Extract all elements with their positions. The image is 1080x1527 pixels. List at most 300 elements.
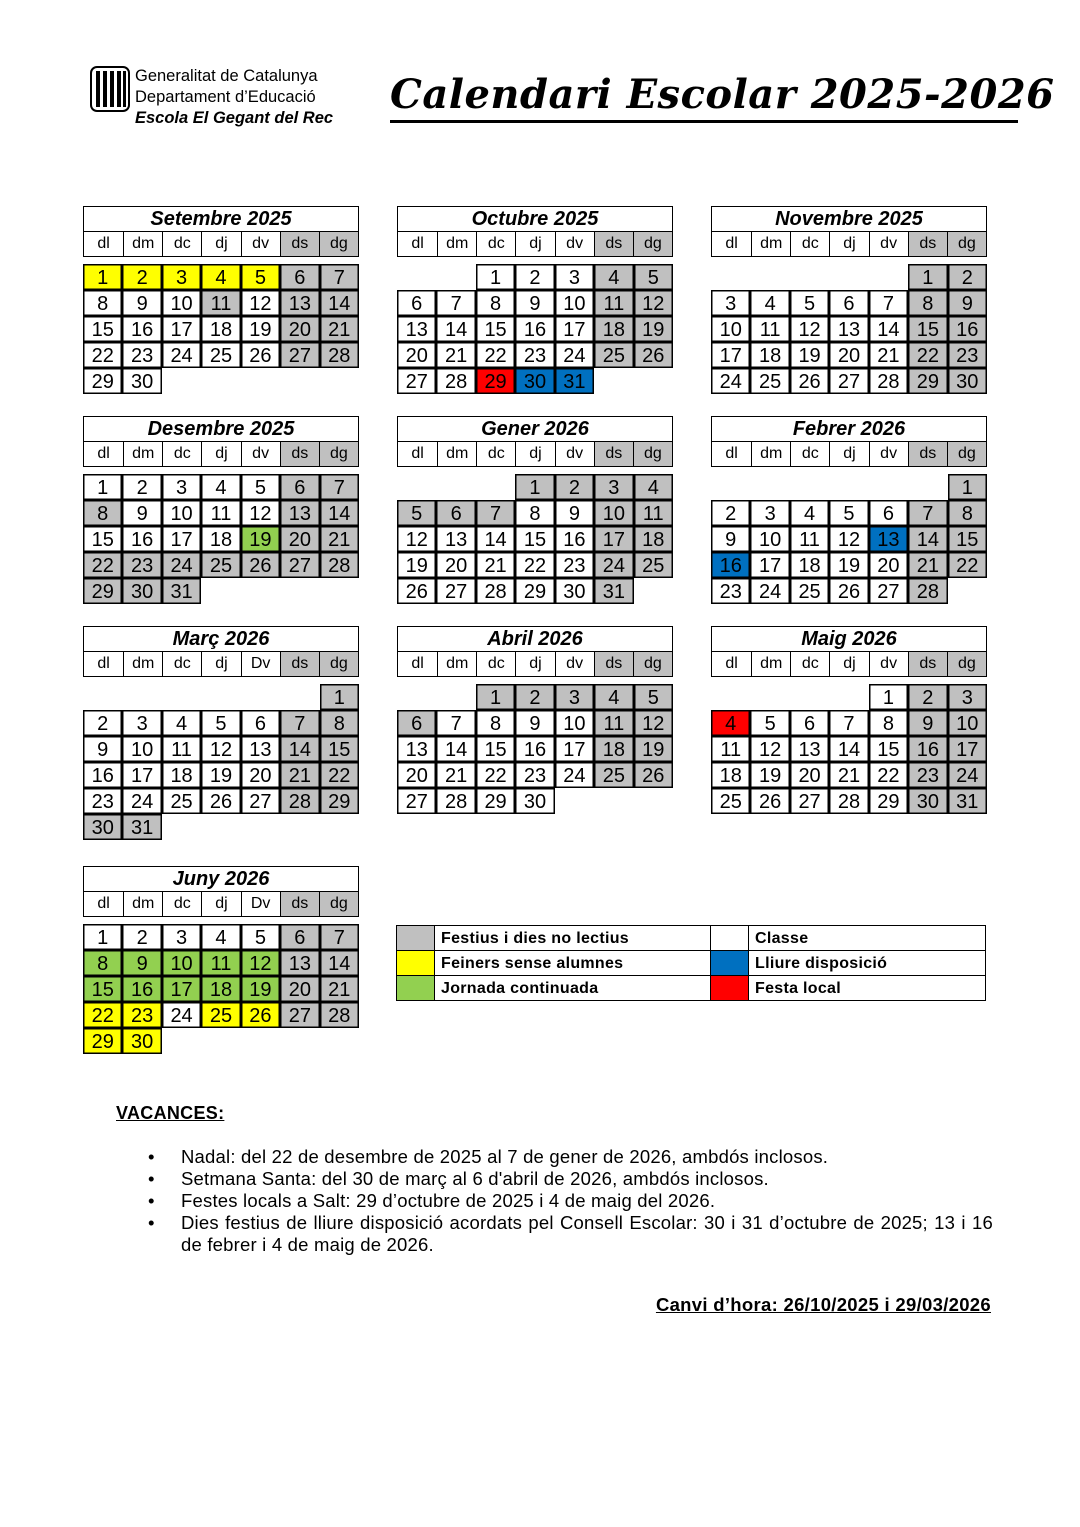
day-cell: 25 xyxy=(594,342,633,368)
empty-cell xyxy=(122,684,161,710)
weekday-label: dj xyxy=(201,652,240,676)
month-calendar xyxy=(711,206,987,394)
day-cell: 18 xyxy=(711,762,750,788)
day-cell: 6 xyxy=(280,264,319,290)
day-cell: 11 xyxy=(162,736,201,762)
weekday-label: dj xyxy=(515,442,554,466)
vacances-list xyxy=(148,1146,993,1256)
day-cell: 10 xyxy=(711,316,750,342)
day-cell: 7 xyxy=(320,474,359,500)
day-cell: 30 xyxy=(908,788,947,814)
day-cell: 26 xyxy=(241,342,280,368)
weekday-label: dv xyxy=(869,442,908,466)
day-cell: 12 xyxy=(829,526,868,552)
day-cell: 14 xyxy=(436,736,475,762)
day-cell: 11 xyxy=(594,710,633,736)
day-cell: 13 xyxy=(790,736,829,762)
day-cell: 18 xyxy=(201,526,240,552)
empty-cell xyxy=(829,684,868,710)
weekday-label: ds xyxy=(280,892,319,916)
legend-label-festius: Festius i dies no lectius xyxy=(435,926,711,951)
day-cell: 30 xyxy=(555,578,594,604)
day-cell: 7 xyxy=(476,500,515,526)
weekday-label: dm xyxy=(751,442,790,466)
day-cell: 7 xyxy=(869,290,908,316)
day-cell: 4 xyxy=(711,710,750,736)
empty-cell xyxy=(711,474,750,500)
weekday-label: ds xyxy=(594,232,633,256)
day-cell: 22 xyxy=(83,552,122,578)
day-cell: 1 xyxy=(320,684,359,710)
day-cell: 15 xyxy=(83,976,122,1002)
empty-cell xyxy=(397,474,436,500)
month-title: Desembre 2025 xyxy=(83,416,359,441)
day-grid xyxy=(397,264,673,394)
day-cell: 5 xyxy=(790,290,829,316)
weekday-label: dg xyxy=(319,442,358,466)
legend-swatch-festius xyxy=(397,926,435,951)
empty-cell xyxy=(711,264,750,290)
weekday-label: dm xyxy=(123,442,162,466)
day-cell: 26 xyxy=(241,1002,280,1028)
day-cell: 19 xyxy=(241,526,280,552)
day-cell: 16 xyxy=(122,316,161,342)
day-cell: 21 xyxy=(436,342,475,368)
day-cell: 20 xyxy=(436,552,475,578)
weekday-label: dl xyxy=(725,655,738,672)
day-cell: 13 xyxy=(397,316,436,342)
day-cell: 16 xyxy=(908,736,947,762)
day-cell: 21 xyxy=(436,762,475,788)
weekday-label: dj xyxy=(515,652,554,676)
day-grid xyxy=(83,474,359,604)
day-cell: 1 xyxy=(948,474,987,500)
day-cell: 17 xyxy=(162,976,201,1002)
day-cell: 28 xyxy=(280,788,319,814)
empty-cell xyxy=(397,264,436,290)
day-cell: 29 xyxy=(908,368,947,394)
day-cell: 23 xyxy=(711,578,750,604)
weekday-label: dm xyxy=(123,232,162,256)
day-cell: 15 xyxy=(320,736,359,762)
day-cell: 19 xyxy=(241,316,280,342)
day-cell: 11 xyxy=(790,526,829,552)
day-cell: 16 xyxy=(711,552,750,578)
day-cell: 11 xyxy=(201,290,240,316)
day-cell: 12 xyxy=(634,710,673,736)
day-cell: 3 xyxy=(162,264,201,290)
day-cell: 2 xyxy=(948,264,987,290)
weekday-header xyxy=(711,651,987,677)
day-cell: 21 xyxy=(908,552,947,578)
list-item: • Festes locals a Salt: 29 d’octubre de 2025 i 4 de maig del 2026. xyxy=(148,1190,993,1212)
day-cell: 14 xyxy=(320,950,359,976)
day-cell: 6 xyxy=(869,500,908,526)
empty-cell xyxy=(829,264,868,290)
day-cell: 17 xyxy=(555,736,594,762)
day-cell: 15 xyxy=(869,736,908,762)
day-cell: 23 xyxy=(515,762,554,788)
weekday-label: dm xyxy=(751,652,790,676)
organization-block xyxy=(135,66,333,129)
month-calendar xyxy=(83,866,359,1054)
org-line-2: Departament d’Educació xyxy=(135,88,316,106)
day-cell: 4 xyxy=(750,290,789,316)
day-cell: 21 xyxy=(280,762,319,788)
day-cell: 14 xyxy=(908,526,947,552)
weekday-label: dg xyxy=(947,652,986,676)
day-cell: 11 xyxy=(201,500,240,526)
day-cell: 25 xyxy=(201,552,240,578)
generalitat-logo-icon xyxy=(90,66,130,112)
weekday-header xyxy=(711,441,987,467)
day-cell: 20 xyxy=(397,762,436,788)
day-cell: 26 xyxy=(397,578,436,604)
empty-cell xyxy=(162,684,201,710)
day-cell: 3 xyxy=(122,710,161,736)
empty-cell xyxy=(241,684,280,710)
day-cell: 17 xyxy=(122,762,161,788)
day-cell: 15 xyxy=(948,526,987,552)
day-cell: 29 xyxy=(869,788,908,814)
month-title: Juny 2026 xyxy=(83,866,359,891)
day-cell: 24 xyxy=(162,342,201,368)
day-cell: 11 xyxy=(711,736,750,762)
day-cell: 29 xyxy=(83,578,122,604)
day-cell: 28 xyxy=(320,552,359,578)
day-cell: 18 xyxy=(162,762,201,788)
day-cell: 22 xyxy=(948,552,987,578)
day-cell: 13 xyxy=(829,316,868,342)
day-cell: 28 xyxy=(829,788,868,814)
weekday-label: ds xyxy=(280,232,319,256)
day-cell: 27 xyxy=(280,1002,319,1028)
day-cell: 17 xyxy=(162,526,201,552)
day-grid xyxy=(711,474,987,604)
day-grid xyxy=(711,684,987,814)
weekday-label: dg xyxy=(633,442,672,466)
weekday-header xyxy=(397,231,673,257)
day-cell: 21 xyxy=(320,316,359,342)
day-grid xyxy=(83,264,359,394)
day-cell: 5 xyxy=(241,924,280,950)
day-cell: 10 xyxy=(555,710,594,736)
empty-cell xyxy=(750,684,789,710)
weekday-label: dj xyxy=(201,442,240,466)
weekday-label: dg xyxy=(947,232,986,256)
day-cell: 16 xyxy=(555,526,594,552)
day-cell: 6 xyxy=(397,290,436,316)
day-cell: 7 xyxy=(280,710,319,736)
weekday-label: dg xyxy=(319,652,358,676)
day-cell: 24 xyxy=(711,368,750,394)
weekday-label: dg xyxy=(319,232,358,256)
day-cell: 9 xyxy=(555,500,594,526)
empty-cell xyxy=(280,684,319,710)
weekday-label: dl xyxy=(97,235,110,252)
day-cell: 3 xyxy=(162,474,201,500)
day-cell: 6 xyxy=(436,500,475,526)
day-cell: 16 xyxy=(83,762,122,788)
day-cell: 19 xyxy=(241,976,280,1002)
day-cell: 24 xyxy=(555,342,594,368)
day-cell: 23 xyxy=(555,552,594,578)
day-cell: 8 xyxy=(320,710,359,736)
day-cell: 16 xyxy=(948,316,987,342)
day-cell: 7 xyxy=(436,290,475,316)
day-cell: 9 xyxy=(122,950,161,976)
day-grid xyxy=(397,684,673,814)
day-cell: 13 xyxy=(436,526,475,552)
day-cell: 18 xyxy=(594,736,633,762)
day-cell: 23 xyxy=(515,342,554,368)
day-cell: 2 xyxy=(555,474,594,500)
weekday-label: dg xyxy=(633,232,672,256)
month-calendar xyxy=(397,206,673,394)
list-item: • Nadal: del 22 de desembre de 2025 al 7 de gener de 2026, ambdós inclosos. xyxy=(148,1146,993,1168)
day-cell: 14 xyxy=(280,736,319,762)
day-cell: 4 xyxy=(594,684,633,710)
list-item: • Dies festius de lliure disposició acordats pel Consell Escolar: 30 i 31 d’octubre de 2025; 13 i 16 de febrer i 4 de maig de 2026. xyxy=(148,1212,993,1256)
month-title: Octubre 2025 xyxy=(397,206,673,231)
day-cell: 12 xyxy=(790,316,829,342)
empty-cell xyxy=(750,474,789,500)
empty-cell xyxy=(790,684,829,710)
day-cell: 31 xyxy=(948,788,987,814)
day-cell: 10 xyxy=(555,290,594,316)
day-cell: 3 xyxy=(711,290,750,316)
day-cell: 2 xyxy=(122,474,161,500)
weekday-label: dm xyxy=(123,892,162,916)
legend xyxy=(396,925,986,1001)
legend-label-lliure: Lliure disposició xyxy=(749,951,986,976)
weekday-label: dv xyxy=(241,232,280,256)
day-cell: 2 xyxy=(515,264,554,290)
day-cell: 9 xyxy=(948,290,987,316)
weekday-label: dl xyxy=(411,445,424,462)
weekday-header xyxy=(83,651,359,677)
legend-swatch-lliure xyxy=(711,951,749,976)
weekday-label: dm xyxy=(751,232,790,256)
empty-cell xyxy=(436,684,475,710)
day-cell: 9 xyxy=(515,290,554,316)
day-cell: 6 xyxy=(280,924,319,950)
day-cell: 30 xyxy=(515,788,554,814)
empty-cell xyxy=(869,474,908,500)
legend-swatch-classe xyxy=(711,926,749,951)
day-cell: 25 xyxy=(594,762,633,788)
day-cell: 9 xyxy=(83,736,122,762)
weekday-label: ds xyxy=(594,442,633,466)
day-cell: 30 xyxy=(83,814,122,840)
school-name: Escola El Gegant del Rec xyxy=(135,109,334,127)
day-cell: 5 xyxy=(397,500,436,526)
day-cell: 14 xyxy=(436,316,475,342)
weekday-label: Dv xyxy=(241,652,280,676)
day-cell: 4 xyxy=(201,474,240,500)
day-cell: 8 xyxy=(83,950,122,976)
legend-label-festa-local: Festa local xyxy=(749,976,986,1001)
month-title: Març 2026 xyxy=(83,626,359,651)
day-cell: 23 xyxy=(122,342,161,368)
day-cell: 26 xyxy=(750,788,789,814)
weekday-label: ds xyxy=(280,442,319,466)
weekday-label: dc xyxy=(790,442,829,466)
day-cell: 9 xyxy=(122,500,161,526)
day-cell: 8 xyxy=(515,500,554,526)
day-cell: 11 xyxy=(750,316,789,342)
day-cell: 21 xyxy=(829,762,868,788)
month-calendar xyxy=(83,206,359,394)
weekday-label: ds xyxy=(908,652,947,676)
day-cell: 12 xyxy=(201,736,240,762)
day-cell: 8 xyxy=(948,500,987,526)
day-cell: 19 xyxy=(397,552,436,578)
day-cell: 29 xyxy=(83,368,122,394)
empty-cell xyxy=(476,474,515,500)
day-cell: 19 xyxy=(790,342,829,368)
day-cell: 30 xyxy=(515,368,554,394)
day-cell: 14 xyxy=(829,736,868,762)
day-cell: 13 xyxy=(397,736,436,762)
day-cell: 17 xyxy=(750,552,789,578)
day-cell: 14 xyxy=(476,526,515,552)
day-cell: 17 xyxy=(162,316,201,342)
day-cell: 10 xyxy=(594,500,633,526)
day-cell: 25 xyxy=(634,552,673,578)
day-grid xyxy=(397,474,673,604)
day-cell: 25 xyxy=(201,1002,240,1028)
weekday-label: dc xyxy=(162,442,201,466)
day-cell: 10 xyxy=(948,710,987,736)
empty-cell xyxy=(436,264,475,290)
day-cell: 1 xyxy=(908,264,947,290)
day-cell: 14 xyxy=(320,500,359,526)
legend-swatch-festa-local xyxy=(711,976,749,1001)
weekday-label: dl xyxy=(725,235,738,252)
day-cell: 15 xyxy=(476,736,515,762)
day-grid xyxy=(83,684,359,840)
day-cell: 19 xyxy=(634,736,673,762)
day-cell: 26 xyxy=(241,552,280,578)
weekday-label: dj xyxy=(829,652,868,676)
month-calendar xyxy=(83,416,359,604)
day-cell: 30 xyxy=(122,578,161,604)
weekday-label: dj xyxy=(201,232,240,256)
day-cell: 15 xyxy=(908,316,947,342)
weekday-label: ds xyxy=(594,652,633,676)
day-cell: 22 xyxy=(476,342,515,368)
weekday-label: dl xyxy=(411,655,424,672)
day-cell: 19 xyxy=(750,762,789,788)
legend-label-classe: Classe xyxy=(749,926,986,951)
day-cell: 29 xyxy=(476,368,515,394)
day-cell: 3 xyxy=(555,684,594,710)
weekday-label: dv xyxy=(555,652,594,676)
day-cell: 28 xyxy=(320,1002,359,1028)
day-cell: 13 xyxy=(280,290,319,316)
weekday-label: Dv xyxy=(241,892,280,916)
day-cell: 24 xyxy=(948,762,987,788)
day-cell: 2 xyxy=(122,924,161,950)
day-cell: 26 xyxy=(790,368,829,394)
legend-label-feiners: Feiners sense alumnes xyxy=(435,951,711,976)
day-cell: 24 xyxy=(750,578,789,604)
day-cell: 10 xyxy=(122,736,161,762)
empty-cell xyxy=(829,474,868,500)
day-cell: 3 xyxy=(750,500,789,526)
day-cell: 28 xyxy=(908,578,947,604)
day-cell: 18 xyxy=(201,976,240,1002)
month-title: Gener 2026 xyxy=(397,416,673,441)
day-cell: 22 xyxy=(83,1002,122,1028)
day-cell: 13 xyxy=(280,950,319,976)
day-cell: 27 xyxy=(869,578,908,604)
empty-cell xyxy=(201,684,240,710)
day-cell: 1 xyxy=(476,264,515,290)
empty-cell xyxy=(711,684,750,710)
month-calendar xyxy=(711,416,987,604)
day-cell: 14 xyxy=(320,290,359,316)
day-cell: 28 xyxy=(869,368,908,394)
day-cell: 5 xyxy=(201,710,240,736)
weekday-header xyxy=(83,891,359,917)
day-cell: 25 xyxy=(790,578,829,604)
weekday-label: dc xyxy=(476,652,515,676)
month-calendar xyxy=(711,626,987,814)
day-cell: 26 xyxy=(829,578,868,604)
day-cell: 28 xyxy=(436,368,475,394)
day-cell: 27 xyxy=(397,788,436,814)
month-calendar xyxy=(83,626,359,840)
day-cell: 23 xyxy=(83,788,122,814)
day-cell: 20 xyxy=(280,526,319,552)
weekday-label: ds xyxy=(908,232,947,256)
day-cell: 2 xyxy=(908,684,947,710)
weekday-header xyxy=(397,441,673,467)
day-cell: 27 xyxy=(829,368,868,394)
day-cell: 25 xyxy=(711,788,750,814)
weekday-label: dm xyxy=(437,232,476,256)
day-cell: 2 xyxy=(515,684,554,710)
day-cell: 5 xyxy=(634,264,673,290)
day-cell: 26 xyxy=(634,762,673,788)
day-cell: 11 xyxy=(594,290,633,316)
day-cell: 29 xyxy=(83,1028,122,1054)
month-title: Abril 2026 xyxy=(397,626,673,651)
day-cell: 4 xyxy=(201,264,240,290)
weekday-header xyxy=(711,231,987,257)
weekday-label: dc xyxy=(476,232,515,256)
legend-swatch-jornada xyxy=(397,976,435,1001)
day-cell: 2 xyxy=(122,264,161,290)
day-cell: 15 xyxy=(476,316,515,342)
day-cell: 27 xyxy=(436,578,475,604)
day-cell: 17 xyxy=(555,316,594,342)
day-cell: 12 xyxy=(634,290,673,316)
day-cell: 27 xyxy=(397,368,436,394)
day-cell: 27 xyxy=(241,788,280,814)
month-title: Novembre 2025 xyxy=(711,206,987,231)
day-cell: 17 xyxy=(948,736,987,762)
weekday-label: dv xyxy=(555,232,594,256)
day-cell: 12 xyxy=(750,736,789,762)
day-cell: 31 xyxy=(555,368,594,394)
empty-cell xyxy=(83,684,122,710)
day-cell: 19 xyxy=(201,762,240,788)
day-cell: 8 xyxy=(869,710,908,736)
weekday-label: dc xyxy=(162,892,201,916)
